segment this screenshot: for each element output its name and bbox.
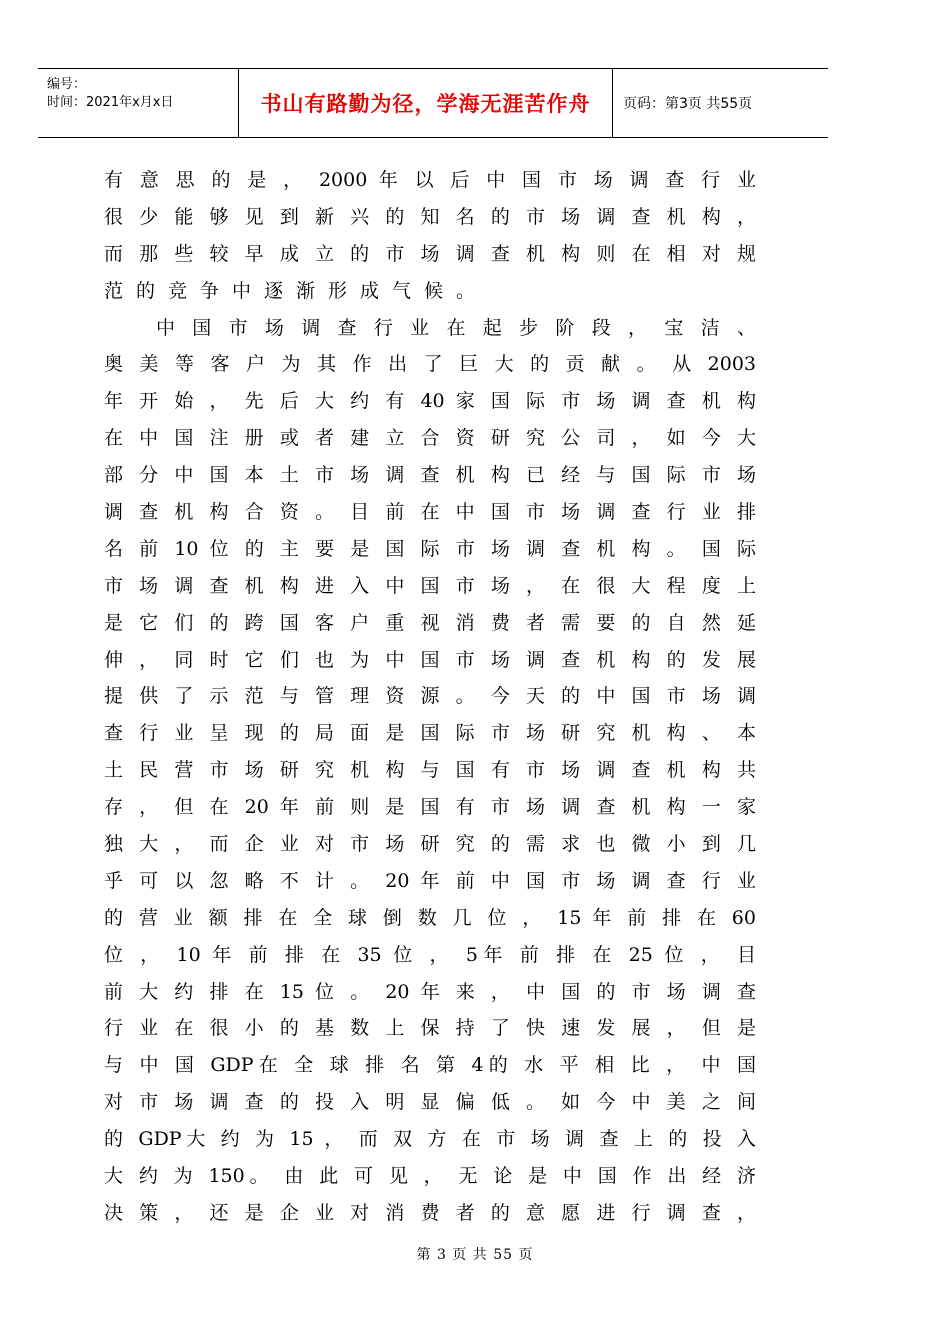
time-label: 时间：2021年x月x日 — [47, 95, 174, 110]
text-line: 与 中 国 GDP在 全 球 排 名 第 4的 水 平 相 比 ， 中 国 — [104, 1054, 756, 1077]
text-line: 位 ， 10 年 前 排 在 35 位 ， 5年 前 排 在 25 位 ， 目 — [104, 943, 756, 966]
text-line: 的 GDP大 约 为 15 ， 而 双 方 在 市 场 调 查 上 的 投 入 — [104, 1128, 756, 1151]
text-line: 伸 ， 同 时 它 们 也 为 中 国 市 场 调 查 机 构 的 发 展 — [104, 648, 756, 671]
text-line: 乎 可 以 忽 略 不 计 。 20 年 前 中 国 市 场 调 查 行 业 — [104, 869, 756, 892]
text-line: 范的竞争中逐渐形成气候。 — [104, 279, 489, 302]
text-line: 市 场 调 查 机 构 进 入 中 国 市 场 ， 在 很 大 程 度 上 — [104, 574, 756, 597]
text-line: 提 供 了 示 范 与 管 理 资 源 。 今 天 的 中 国 市 场 调 — [104, 685, 756, 708]
code-label: 编号： — [47, 77, 87, 92]
text-line: 前 大 约 排 在 15 位 。 20 年 来 ， 中 国 的 市 场 调 查 — [104, 980, 756, 1003]
text-line: 奥 美 等 客 户 为 其 作 出 了 巨 大 的 贡 献 。 从 2003 — [104, 353, 756, 376]
text-line: 调 查 机 构 合 资 。 目 前 在 中 国 市 场 调 查 行 业 排 — [104, 501, 756, 524]
text-line: 有 意 思 的 是 ， 2000 年 以 后 中 国 市 场 调 查 行 业 — [104, 169, 756, 191]
page-header — [38, 68, 828, 138]
header-motto: 书山有路勤为径，学海无涯苦作舟 — [239, 69, 613, 137]
text-line: 中 国 市 场 调 查 行 业 在 起 步 阶 段 ， 宝 洁 、 — [156, 316, 756, 339]
text-line: 是 它 们 的 跨 国 客 户 重 视 消 费 者 需 要 的 自 然 延 — [104, 611, 756, 634]
text-line: 部 分 中 国 本 土 市 场 调 查 机 构 已 经 与 国 际 市 场 — [104, 464, 756, 487]
text-line: 独 大 ， 而 企 业 对 市 场 研 究 的 需 求 也 微 小 到 几 — [104, 833, 756, 856]
text-line: 名 前 10 位 的 主 要 是 国 际 市 场 调 查 机 构 。 国 际 — [104, 537, 756, 560]
text-line: 行 业 在 很 小 的 基 数 上 保 持 了 快 速 发 展 ， 但 是 — [104, 1017, 756, 1040]
header-page-info: 页码：第3页 共55页 — [623, 96, 753, 112]
text-line: 查 行 业 呈 现 的 局 面 是 国 际 市 场 研 究 机 构 、 本 — [104, 722, 756, 745]
text-line: 在 中 国 注 册 或 者 建 立 合 资 研 究 公 司 ， 如 今 大 — [104, 427, 756, 450]
text-line: 大 约 为 150。 由 此 可 见 ， 无 论 是 中 国 作 出 经 济 — [104, 1165, 756, 1188]
text-line: 土 民 营 市 场 研 究 机 构 与 国 有 市 场 调 查 机 构 共 — [104, 759, 756, 782]
text-line: 对 市 场 调 查 的 投 入 明 显 偏 低 。 如 今 中 美 之 间 — [104, 1091, 756, 1114]
text-line: 存 ， 但 在 20 年 前 则 是 国 有 市 场 调 查 机 构 一 家 — [104, 796, 756, 819]
text-line: 很 少 能 够 见 到 新 兴 的 知 名 的 市 场 调 查 机 构 ， — [104, 205, 756, 228]
text-line: 的 营 业 额 排 在 全 球 倒 数 几 位 ， 15 年 前 排 在 60 — [104, 906, 756, 929]
text-line: 而 那 些 较 早 成 立 的 市 场 调 查 机 构 则 在 相 对 规 — [104, 242, 756, 265]
text-line: 决 策 ， 还 是 企 业 对 消 费 者 的 意 愿 进 行 调 查 ， — [104, 1201, 756, 1224]
page-footer: 第 3 页 共 55 页 — [416, 1247, 534, 1263]
body-text — [104, 162, 756, 1232]
header-left-cell — [38, 69, 239, 137]
text-line: 年 开 始 ， 先 后 大 约 有 40 家 国 际 市 场 调 查 机 构 — [104, 390, 756, 413]
